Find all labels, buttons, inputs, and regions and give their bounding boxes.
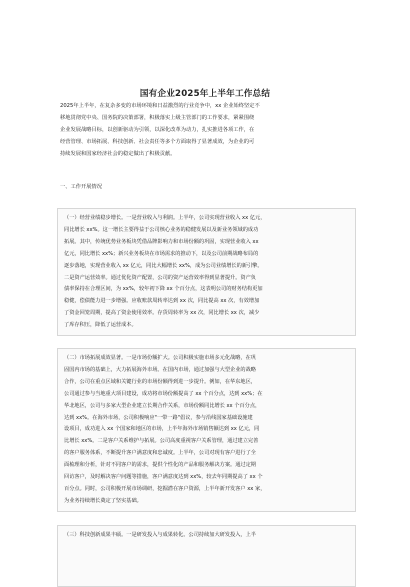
- paragraph-line: 比增长 xx%。二是客户关系维护与拓展。公司高度重视客户关系管理，通过建立完善: [64, 438, 259, 445]
- paragraph-line: 达到 xx%。在海外市场，公司积极响应"一带一路"倡议，参与沿线国家基础设施建: [64, 414, 253, 421]
- paragraph-line: 的客户服务体系，不断提升客户满意度和忠诚度。上半年，公司对现有客户进行了全: [64, 450, 256, 457]
- paragraph-line: 稳健，偿债能力进一步增强。应收账款周转率达到 xx 次，同比提高 xx 次，有效增加: [64, 298, 260, 305]
- paragraph-line: 固国内市场的基础上，大力拓展海外市场。在国内市场，通过加强与大型企业的战略: [64, 366, 256, 373]
- paragraph-body: [64, 530, 349, 542]
- paragraph-line: （一）经营业绩稳步增长。一是营业收入与利润。上半年，公司实现营业收入 xx 亿元，: [64, 215, 266, 221]
- paragraph-line: （三）科技创新成果丰硕。一是研发投入与成果转化。公司持续加大研发投入，上半: [64, 532, 256, 538]
- paragraph-line: 了资金回笼周期，提高了资金使用效率。存货周转率为 xx 次，同比增长 xx 次，减少: [64, 310, 260, 317]
- paragraph-line: 百分点。同时，公司积极开展市场调研，挖掘潜在客户资源，上半年新开发客户 xx 家，: [64, 485, 266, 492]
- paragraph-line: 面梳理和分析，针对不同客户的需求，提供个性化的产品和服务解决方案。通过定期: [64, 462, 256, 469]
- paragraph-body: [64, 353, 349, 508]
- paragraph-line: 设项目，成功进入 xx 个国家和地区的市场，上半年海外市场销售额达到 xx 亿元，同: [64, 426, 260, 433]
- paragraph-line: 逐步落地，实现营业收入 xx 亿元，同比大幅增长 xx%，成为公司业绩增长的新引擎。: [64, 262, 263, 269]
- paragraph-line: 了库存积压，降低了运营成本。: [64, 322, 137, 329]
- paragraph-box-market: [57, 348, 356, 512]
- paragraph-line: 拓展。其中，传统优势业务板块凭借品牌影响力和市场份额的巩固，实现营业收入 xx: [64, 238, 259, 245]
- intro-line: 移地贯彻党中央、国务院的决策部署，积极落实上级主管部门的工作要求，紧紧围绕: [60, 114, 255, 121]
- paragraph-line: 债率保持在合理区间，为 xx%，较年初下降 xx 个百分点，这表明公司的财务结构更加: [64, 286, 263, 293]
- paragraph-line: （二）市场拓展成效显著。一是市场份额扩大。公司积极实施市场多元化战略，在巩: [64, 355, 256, 361]
- paragraph-box-performance: [57, 208, 356, 336]
- paragraph-line: 回访客户，及时解决客户问题等措施，客户满意度达到 xx%，较去年同期提高了 xx 个: [64, 474, 263, 481]
- section-heading: 一、工作开展情况: [60, 184, 102, 190]
- paragraph-line: 为业务持续增长奠定了坚实基础。: [64, 497, 142, 504]
- paragraph-line: 华北地区，公司与多家大型企业建立长期合作关系，市场份额同比增长 xx 个百分点，: [64, 402, 261, 409]
- intro-paragraph: [60, 101, 352, 161]
- document-title: 国有企业2025年上半年工作总结: [139, 89, 271, 99]
- paragraph-body: [64, 213, 349, 332]
- intro-line: 经营管理、市场拓展、科技创新、社会责任等多个方面取得了显著成效，为企业的可: [60, 138, 255, 145]
- intro-line: 持续发展和国家经济社会的稳定做出了积极贡献。: [60, 150, 176, 157]
- paragraph-line: 公司通过参与当地重大项目建设，成功将市场份额提高了 xx 个百分点，达到 xx%；在: [64, 390, 263, 397]
- intro-line: 企业发展战略目标，以创新驱动为引领，以深化改革为动力，扎实推进各项工作，在: [60, 126, 255, 133]
- paragraph-line: 二是资产运营效率。通过优化资产配置，公司的资产运营效率得到显著提升。资产负: [64, 274, 256, 281]
- paragraph-box-innovation: [57, 525, 356, 587]
- paragraph-line: 同比增长 xx%。这一增长主要得益于公司核心业务的稳健发展以及新业务领域的成功: [64, 226, 259, 233]
- paragraph-line: 亿元，同比增长 xx%；新兴业务板块在市场需求的推动下，以及公司前期战略布局的: [64, 250, 259, 257]
- intro-line: 2025年上半年，在复杂多变的市场环境和日益激烈的行业竞争中，xx 企业始终坚定不: [60, 103, 260, 109]
- paragraph-line: 合作，公司在重点区域和关键行业的市场份额得到进一步提升。例如，在华东地区，: [64, 378, 256, 385]
